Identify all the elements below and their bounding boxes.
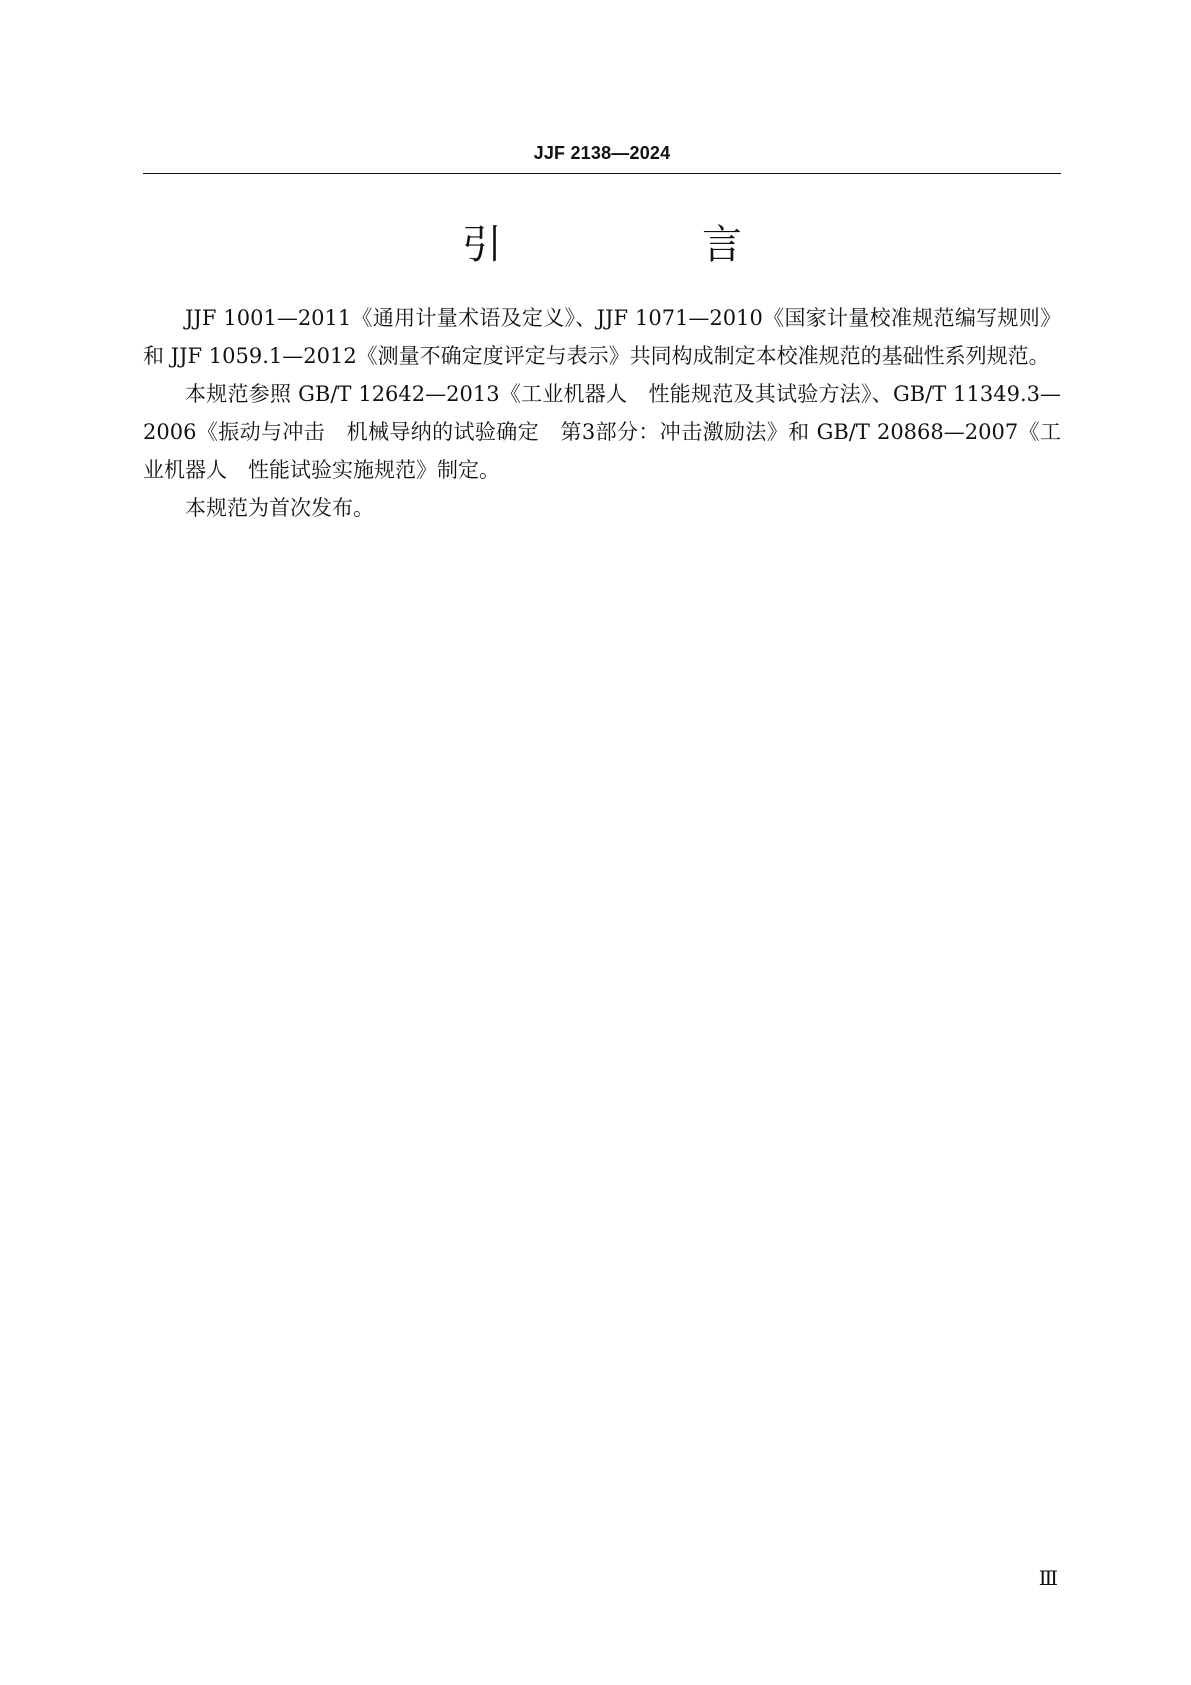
paragraph-foundation-specs: JJF 1001—2011《通用计量术语及定义》、JJF 1071—2010《国家计量校准规范编写规则》和 JJF 1059.1—2012《测量不确定度评定与表示》共同构成制定本校准规范的基础性系列规范。 [143, 306, 1061, 368]
paragraph-first-release: 本规范为首次发布。 [185, 496, 374, 520]
body-text [143, 299, 1061, 527]
header-rule [143, 173, 1061, 174]
section-title: 引 言 [462, 222, 822, 268]
paragraph-reference-standards: 本规范参照 GB/T 12642—2013《工业机器人 性能规范及其试验方法》、GB/T 11349.3—2006《振动与冲击 机械导纳的试验确定 第3部分：冲击激励法》和 GB/T 20868—2007《工业机器人 性能试验实施规范》制定。 [143, 382, 1061, 482]
running-header-standard-code: JJF 2138—2024 [533, 143, 671, 163]
page-number: Ⅲ [1038, 1566, 1058, 1590]
